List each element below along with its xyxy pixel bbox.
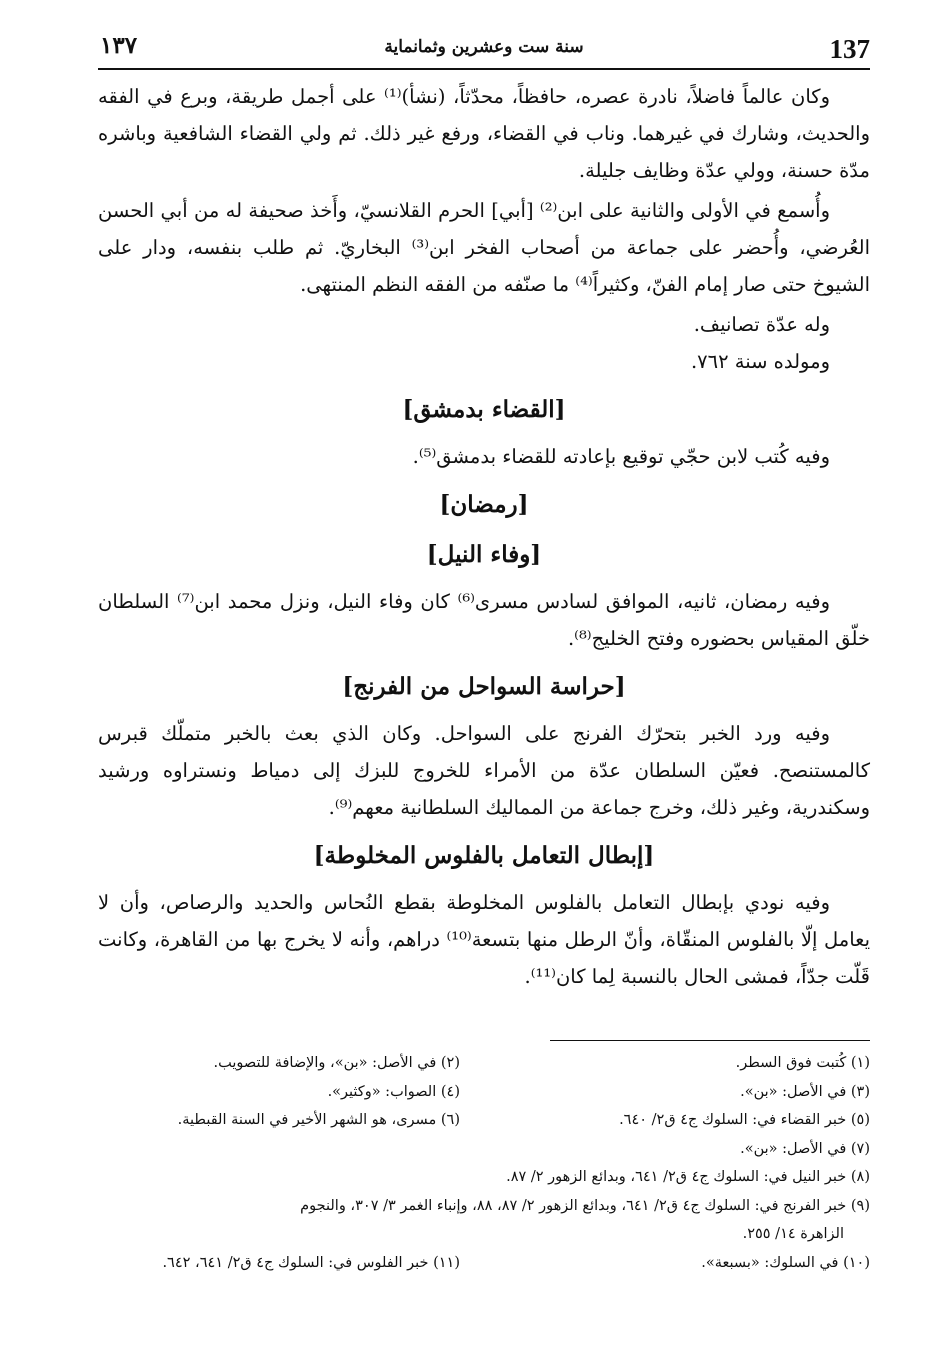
footnote-3: (٣) في الأصل: «بن».	[740, 1083, 870, 1100]
paragraph-coinage: وفيه نودي بإبطال التعامل بالفلوس المخلوطة بقطع النُحاس والحديد والرصاص، وأن لا يعامل إلّا بالفلوس المنقّاة، وأنّ الرطل منها بتسعة⁽¹⁰⁾ دراهم، وأنه لا يخرج بها من القاهرة، وكانت قَلّت جدّاً، فمشى الحال بالنسبة لِما كان⁽¹¹⁾.	[98, 891, 870, 988]
heading-coinage: [إبطال التعامل بالفلوس المخلوطة]	[313, 842, 655, 869]
page-header	[98, 28, 870, 70]
paragraph-biography: وكان عالماً فاضلاً، نادرة عصره، حافظاً، محدّثاً، (نشأ)⁽¹⁾ على أجمل طريقة، وبرع في الفقه والحديث، وشارك في غيرهما. وناب في القضاء، ورفع غير ذلك. ثم ولي القضاء الشافعية وباشره مدّة حسنة، وولي عدّة وظايف جليلة.	[98, 85, 870, 182]
footnote-2: (٢) في الأصل: «بن»، والإضافة للتصويب.	[213, 1055, 460, 1071]
paragraph-works: وله عدّة تصانيف.	[693, 313, 830, 336]
page-number-latin: 137	[829, 34, 870, 64]
footnote-11: (١١) خبر الفلوس في: السلوك ج٤ ق٢/ ٦٤١، ٦٤٢.	[162, 1254, 460, 1271]
heading-judgeship-damascus: [القضاء بدمشق]	[402, 396, 566, 423]
paragraph-teachers: وأُسمع في الأولى والثانية على ابن⁽²⁾ [أبي] الحرم القلانسيّ، وأَخذ صحيفة له من أبي الحسن العُرضي، وأُحضر على جماعة من أصحاب الفخر ابن⁽³⁾ البخاريّ. ثم طلب بنفسه، ودار على الشيوخ حتى صار إمام الفنّ، وكثيراً⁽⁴⁾ ما صنّفه من الفقه النظم المنتهى.	[98, 199, 870, 296]
footnote-10: (١٠) في السلوك: «بسبعة».	[701, 1254, 870, 1271]
heading-nile-flood: [وفاء النيل]	[426, 541, 542, 568]
heading-coast-guard: [حراسة السواحل من الفرنج]	[342, 673, 626, 700]
heading-ramadan: [رمضان]	[439, 491, 529, 518]
footnote-7: (٧) في الأصل: «بن».	[740, 1140, 870, 1157]
paragraph-franks: وفيه ورد الخبر بتحرّك الفرنج على السواحل. وكان الذي بعث بالخبر متملّك قبرس كالمستنصح. فعيّن السلطان عدّة من الأمراء للخروج للبزك إلى دمياط ونستراوه ورشيد وسكندرية، وغير ذلك، وخرج جماعة من المماليك السلطانية معهم⁽⁹⁾.	[98, 722, 870, 819]
paragraph-judgeship: وفيه كُتب لابن حجّي توقيع بإعادته للقضاء بدمشق⁽⁵⁾.	[412, 445, 830, 468]
footnote-1: (١) كُتبت فوق السطر.	[735, 1055, 870, 1071]
footnote-6: (٦) مسرى، هو الشهر الأخير في السنة القبطية.	[177, 1112, 460, 1128]
footnotes	[98, 1040, 870, 1277]
footnote-divider	[550, 1040, 870, 1041]
page-number-arabic: ١٣٧	[100, 32, 138, 59]
footnote-8: (٨) خبر النيل في: السلوك ج٤ ق٢/ ٦٤١، وبدائع الزهور ٢/ ٨٧.	[506, 1169, 870, 1185]
running-title: سنة ست وعشرين وثمانماية	[384, 37, 584, 57]
footnote-5: (٥) خبر القضاء في: السلوك ج٤ ق٢/ ٦٤٠.	[619, 1112, 870, 1128]
paragraph-nile: وفيه رمضان، ثانيه، الموافق لسادس مسرى⁽⁶⁾ كان وفاء النيل، ونزل محمد ابن⁽⁷⁾ السلطان خلّق المقياس بحضوره وفتح الخليج⁽⁸⁾.	[98, 590, 870, 650]
paragraph-birth: ومولده سنة ٧٦٢.	[690, 350, 830, 373]
footnote-9-continued: الزاهرة ١٤/ ٢٥٥.	[742, 1226, 844, 1242]
footnote-9: (٩) خبر الفرنج في: السلوك ج٤ ق٢/ ٦٤١، وبدائع الزهور ٢/ ٨٧، ٨٨، وإنباء الغمر ٣/ ٣٠٧، والنجوم	[300, 1197, 870, 1214]
main-text	[98, 78, 870, 998]
footnote-4: (٤) الصواب: «وكثير».	[327, 1083, 460, 1100]
